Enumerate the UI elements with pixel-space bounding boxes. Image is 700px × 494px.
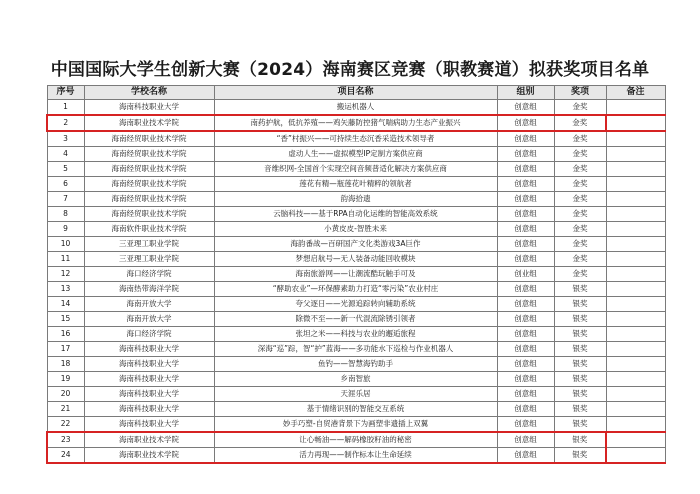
header-group: 组别 <box>497 86 554 100</box>
table-row <box>47 402 665 417</box>
row-project: 云脑科技——基于RPA自动化运维的智能高效系统 <box>214 207 497 222</box>
table-row <box>47 327 665 342</box>
row-award: 金奖 <box>554 267 606 282</box>
row-note <box>606 115 665 131</box>
row-award: 银奖 <box>554 387 606 402</box>
row-school: 海南科技职业大学 <box>84 402 214 417</box>
table-row <box>47 222 665 237</box>
header-no: 序号 <box>47 86 84 100</box>
row-note <box>606 372 665 387</box>
row-award: 金奖 <box>554 162 606 177</box>
row-award: 银奖 <box>554 297 606 312</box>
table-row <box>47 342 665 357</box>
row-no: 21 <box>47 402 84 417</box>
row-group: 创业组 <box>497 267 554 282</box>
table-row <box>47 282 665 297</box>
award-table <box>46 85 666 464</box>
row-school: 海南职业技术学院 <box>84 115 214 131</box>
row-project: 深海“巡”踪，智“护”蓝海——多功能水下巡检与作业机器人 <box>214 342 497 357</box>
row-school: 海南科技职业大学 <box>84 342 214 357</box>
row-no: 14 <box>47 297 84 312</box>
row-school: 海南经贸职业技术学院 <box>84 177 214 192</box>
row-school: 海南科技职业大学 <box>84 387 214 402</box>
row-school: 海南科技职业大学 <box>84 417 214 433</box>
table-row <box>47 131 665 147</box>
row-award: 银奖 <box>554 372 606 387</box>
row-no: 9 <box>47 222 84 237</box>
header-project: 项目名称 <box>214 86 497 100</box>
row-group: 创意组 <box>497 192 554 207</box>
row-no: 2 <box>47 115 84 131</box>
row-school: 海南软件职业技术学院 <box>84 222 214 237</box>
row-group: 创意组 <box>497 222 554 237</box>
row-group: 创意组 <box>497 100 554 116</box>
row-note <box>606 267 665 282</box>
row-note <box>606 297 665 312</box>
row-award: 银奖 <box>554 448 606 464</box>
row-group: 创意组 <box>497 312 554 327</box>
row-group: 创意组 <box>497 327 554 342</box>
header-award: 奖项 <box>554 86 606 100</box>
table-row <box>47 252 665 267</box>
row-award: 银奖 <box>554 327 606 342</box>
row-award: 金奖 <box>554 177 606 192</box>
row-group: 创意组 <box>497 177 554 192</box>
row-group: 创意组 <box>497 237 554 252</box>
row-school: 海南经贸职业技术学院 <box>84 207 214 222</box>
row-group: 创意组 <box>497 387 554 402</box>
row-note <box>606 387 665 402</box>
table-row <box>47 177 665 192</box>
row-project: 海韵番战—百研国产文化类游戏3A巨作 <box>214 237 497 252</box>
table-row <box>47 237 665 252</box>
row-note <box>606 100 665 116</box>
row-note <box>606 162 665 177</box>
row-school: 三亚理工职业学院 <box>84 237 214 252</box>
row-school: 海南职业技术学院 <box>84 448 214 464</box>
row-award: 银奖 <box>554 417 606 433</box>
row-note <box>606 207 665 222</box>
row-project: 南药护航，低抗养殖——鸡矢藤防控猪气喘病助力生态产业振兴 <box>214 115 497 131</box>
row-school: 海口经济学院 <box>84 327 214 342</box>
table-row <box>47 192 665 207</box>
row-note <box>606 417 665 433</box>
row-school: 海南经贸职业技术学院 <box>84 131 214 147</box>
row-note <box>606 252 665 267</box>
row-note <box>606 147 665 162</box>
row-project: 莲花有精—瓶莲花叶精粹的领航者 <box>214 177 497 192</box>
row-project: 天涯乐居 <box>214 387 497 402</box>
row-group: 创意组 <box>497 297 554 312</box>
table-row <box>47 417 665 433</box>
table-row <box>47 312 665 327</box>
row-school: 海南科技职业大学 <box>84 100 214 116</box>
row-note <box>606 237 665 252</box>
row-group: 创意组 <box>497 162 554 177</box>
table-row <box>47 387 665 402</box>
row-award: 金奖 <box>554 207 606 222</box>
table-row <box>47 432 665 448</box>
table-row <box>47 207 665 222</box>
row-note <box>606 222 665 237</box>
header-note: 备注 <box>606 86 665 100</box>
row-no: 17 <box>47 342 84 357</box>
row-note <box>606 312 665 327</box>
row-group: 创意组 <box>497 252 554 267</box>
row-school: 海南经贸职业技术学院 <box>84 162 214 177</box>
table-row <box>47 448 665 464</box>
row-no: 19 <box>47 372 84 387</box>
table-row <box>47 267 665 282</box>
row-group: 创意组 <box>497 417 554 433</box>
row-no: 12 <box>47 267 84 282</box>
row-award: 金奖 <box>554 131 606 147</box>
table-row <box>47 115 665 131</box>
table-body <box>47 100 665 464</box>
row-project: 虚动人生——虚拟模型IP定制方案供应商 <box>214 147 497 162</box>
row-no: 24 <box>47 448 84 464</box>
row-project: 夸父逐日——光源追踪转向辅助系统 <box>214 297 497 312</box>
row-no: 15 <box>47 312 84 327</box>
row-award: 金奖 <box>554 147 606 162</box>
header-row <box>47 86 665 100</box>
row-project: 梦想启航号—无人装备动能回收模块 <box>214 252 497 267</box>
table-row <box>47 357 665 372</box>
row-group: 创意组 <box>497 147 554 162</box>
row-no: 7 <box>47 192 84 207</box>
row-note <box>606 432 665 448</box>
row-project: 海南旅游网——让潮流酷玩触手可及 <box>214 267 497 282</box>
row-group: 创意组 <box>497 448 554 464</box>
row-award: 银奖 <box>554 282 606 297</box>
row-school: 海南职业技术学院 <box>84 432 214 448</box>
row-no: 23 <box>47 432 84 448</box>
row-school: 海南经贸职业技术学院 <box>84 147 214 162</box>
row-note <box>606 342 665 357</box>
row-no: 5 <box>47 162 84 177</box>
row-no: 3 <box>47 131 84 147</box>
row-project: 鱼钓——智慧海钓助手 <box>214 357 497 372</box>
row-no: 20 <box>47 387 84 402</box>
row-no: 8 <box>47 207 84 222</box>
row-school: 海南经贸职业技术学院 <box>84 192 214 207</box>
row-group: 创意组 <box>497 402 554 417</box>
row-award: 金奖 <box>554 115 606 131</box>
row-project: 韵海拾遗 <box>214 192 497 207</box>
document-title: 中国国际大学生创新大赛（2024）海南赛区竞赛（职教赛道）拟获奖项目名单 <box>50 60 650 80</box>
row-group: 创意组 <box>497 282 554 297</box>
row-school: 海南科技职业大学 <box>84 357 214 372</box>
row-group: 创意组 <box>497 372 554 387</box>
row-note <box>606 131 665 147</box>
row-group: 创意组 <box>497 342 554 357</box>
row-school: 三亚理工职业学院 <box>84 252 214 267</box>
row-no: 10 <box>47 237 84 252</box>
row-no: 4 <box>47 147 84 162</box>
row-award: 金奖 <box>554 192 606 207</box>
row-project: 乡南智旅 <box>214 372 497 387</box>
row-project: 妙手巧塑-自贸港背景下为画塑非遗插上双翼 <box>214 417 497 433</box>
row-no: 13 <box>47 282 84 297</box>
row-group: 创意组 <box>497 207 554 222</box>
row-award: 银奖 <box>554 342 606 357</box>
row-school: 海南科技职业大学 <box>84 372 214 387</box>
table-row <box>47 297 665 312</box>
row-no: 1 <box>47 100 84 116</box>
row-group: 创意组 <box>497 115 554 131</box>
row-project: 小黄皮皮-智胜未来 <box>214 222 497 237</box>
row-award: 银奖 <box>554 432 606 448</box>
row-project: 张坦之米——科技与农业的邂逅旅程 <box>214 327 497 342</box>
table-row <box>47 372 665 387</box>
row-group: 创意组 <box>497 357 554 372</box>
row-school: 海口经济学院 <box>84 267 214 282</box>
row-project: 除微不至——新一代混流除锈引领者 <box>214 312 497 327</box>
row-note <box>606 177 665 192</box>
row-note <box>606 402 665 417</box>
row-award: 银奖 <box>554 357 606 372</box>
table-row <box>47 147 665 162</box>
row-award: 银奖 <box>554 402 606 417</box>
row-project: 让心畅油——解码橡胶籽油的秘密 <box>214 432 497 448</box>
row-award: 银奖 <box>554 312 606 327</box>
row-project: 搬运机器人 <box>214 100 497 116</box>
row-note <box>606 192 665 207</box>
header-school: 学校名称 <box>84 86 214 100</box>
row-note <box>606 448 665 464</box>
row-no: 11 <box>47 252 84 267</box>
row-school: 海南开放大学 <box>84 312 214 327</box>
row-award: 金奖 <box>554 252 606 267</box>
row-project: “酵助农业”—环保酵素助力打造“零污染”农业村庄 <box>214 282 497 297</box>
row-award: 金奖 <box>554 100 606 116</box>
row-note <box>606 282 665 297</box>
row-no: 6 <box>47 177 84 192</box>
row-group: 创意组 <box>497 131 554 147</box>
row-project: 音维织网-全国首个实现空间音频普适化解决方案供应商 <box>214 162 497 177</box>
row-project: 基于情绪识别的智能交互系统 <box>214 402 497 417</box>
row-award: 金奖 <box>554 222 606 237</box>
table-row <box>47 100 665 116</box>
row-no: 16 <box>47 327 84 342</box>
row-award: 金奖 <box>554 237 606 252</box>
row-no: 22 <box>47 417 84 433</box>
row-note <box>606 327 665 342</box>
row-school: 海南热带海洋学院 <box>84 282 214 297</box>
row-group: 创意组 <box>497 432 554 448</box>
row-project: 活力再现——制作标本让生命延续 <box>214 448 497 464</box>
row-note <box>606 357 665 372</box>
table-row <box>47 162 665 177</box>
row-no: 18 <box>47 357 84 372</box>
row-school: 海南开放大学 <box>84 297 214 312</box>
row-project: “香”村振兴——可持续生态沉香采造技术领导者 <box>214 131 497 147</box>
